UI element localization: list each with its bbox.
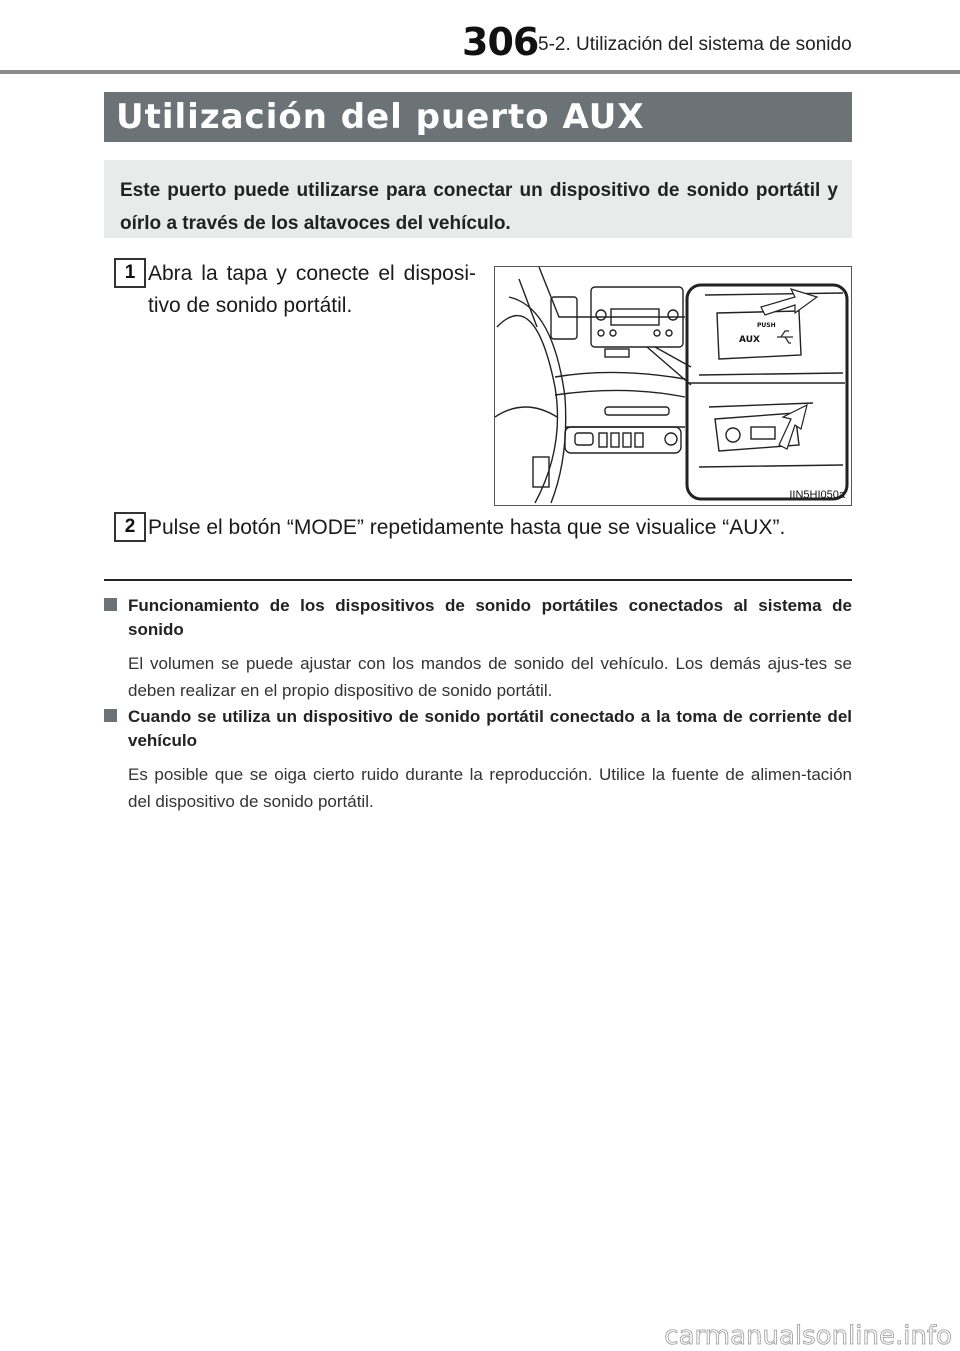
- note-2-title: Cuando se utiliza un dispositivo de sonido portátil conectado a la toma de corriente del vehículo: [128, 707, 852, 750]
- page-header: [0, 0, 960, 76]
- step-2-badge: 2: [114, 512, 146, 542]
- dashboard-drawing: [495, 267, 851, 505]
- note-1-body: El volumen se puede ajustar con los mandos de sonido del vehículo. Los demás ajus-tes se deben realizar en el propio dispositivo de sonido portátil.: [128, 654, 852, 700]
- header-rule: [0, 70, 960, 74]
- watermark-text: carmanualsonline.info: [664, 1321, 952, 1350]
- step-1-badge: 1: [114, 258, 146, 288]
- square-bullet-icon: [104, 709, 117, 722]
- step-2-text: Pulse el botón “MODE” repetidamente hasta que se visualice “AUX”.: [148, 516, 786, 539]
- intro-text: Este puerto puede utilizarse para conectar un dispositivo de sonido portátil y oírlo a través de los altavoces del vehículo.: [120, 180, 838, 234]
- section-divider: [104, 579, 852, 581]
- note-audio-devices: [104, 594, 852, 704]
- intro-box: [104, 160, 852, 238]
- aux-label: AUX: [739, 335, 760, 345]
- note-2-body: Es posible que se oiga cierto ruido durante la reproducción. Utilice la fuente de alimen-tación del dispositivo de sonido portátil.: [128, 765, 852, 811]
- push-label: PUSH: [757, 322, 776, 329]
- figure-code: IIN5HI050a: [789, 489, 845, 501]
- page-number: 306: [462, 20, 539, 64]
- running-head: 5-2. Utilización del sistema de sonido: [538, 34, 852, 55]
- note-1-title: Funcionamiento de los dispositivos de sonido portátiles conectados al sistema de sonido: [128, 596, 852, 639]
- note-power-outlet: [104, 705, 852, 815]
- section-title: Utilización del puerto AUX: [116, 97, 645, 137]
- watermark: [560, 1318, 956, 1350]
- aux-port-illustration: [494, 266, 852, 506]
- square-bullet-icon: [104, 598, 117, 611]
- step-1-text: Abra la tapa y conecte el disposi-tivo de sonido portátil.: [148, 262, 476, 317]
- section-title-bar: [104, 92, 852, 142]
